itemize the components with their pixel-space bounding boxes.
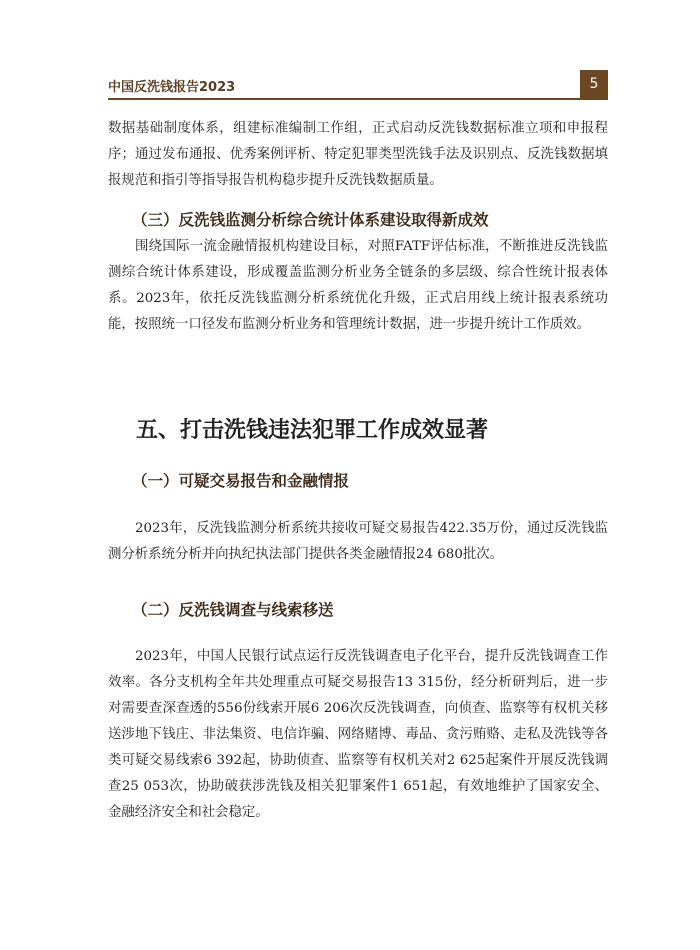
subsection-heading-investigation: （二）反洗钱调查与线索移送 xyxy=(132,601,334,619)
paragraph-suspicious-reports: 2023年，反洗钱监测分析系统共接收可疑交易报告422.35万份，通过反洗钱监测分析系统分析并向执纪执法部门提供各类金融情报24 680批次。 xyxy=(108,521,608,562)
report-title: 中国反洗钱报告2023 xyxy=(108,80,236,95)
page-number-badge: 5 xyxy=(580,70,608,98)
paragraph-statistics: 围绕国际一流金融情报机构建设目标，对照FATF评估标准，不断推进反洗钱监测综合统计体系建设，形成覆盖监测分析业务全链条的多层级、综合性统计报表体系。2023年，依托反洗钱监测分析系统优化升级，正式启用线上统计报表系统功能，按照统一口径发布监测分析业务和管理统计数据，进一步提升统计工作质效。 xyxy=(108,239,608,332)
header-rule xyxy=(108,98,608,100)
paragraph-investigation: 2023年，中国人民银行试点运行反洗钱调查电子化平台，提升反洗钱调查工作效率。各分支机构全年共处理重点可疑交易报告13 315份，经分析研判后，进一步对需要查深查透的556份线索开展6 206次反洗钱调查，向侦查、监察等有权机关移送涉地下钱庄、非法集资、电信诈骗、网络赌博、毒品、贪污贿赂、走私及洗钱等各类可疑交易线索6 392起，协助侦查、监察等有权机关对2 625起案件开展反洗钱调查25 053次，协助破获涉洗钱及相关犯罪案件1 651起，有效地维护了国家安全、金融经济安全和社会稳定。 xyxy=(108,649,608,820)
subsection-heading-suspicious-reports: （一）可疑交易报告和金融情报 xyxy=(132,472,350,490)
page-header xyxy=(108,70,608,98)
subsection-heading-statistics: （三）反洗钱监测分析综合统计体系建设取得新成效 xyxy=(132,211,489,229)
section-heading-five: 五、打击洗钱违法犯罪工作成效显著 xyxy=(136,417,489,443)
paragraph-data-standards: 数据基础制度体系，组建标准编制工作组，正式启动反洗钱数据标准立项和申报程序；通过发布通报、优秀案例评析、特定犯罪类型洗钱手法及识别点、反洗钱数据填报规范和指引等指导报告机构稳步提升反洗钱数据质量。 xyxy=(108,121,608,188)
